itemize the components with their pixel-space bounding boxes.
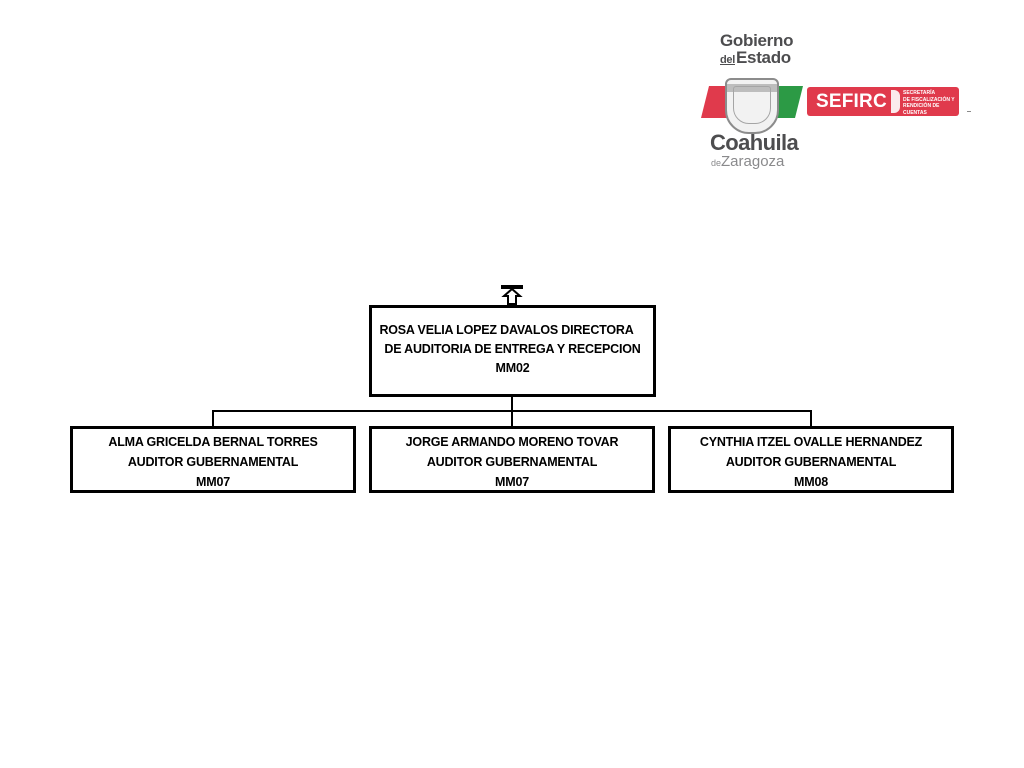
org-node-subordinate xyxy=(668,426,954,493)
subordinate-title: AUDITOR GUBERNAMENTAL xyxy=(725,455,897,469)
subordinate-title: AUDITOR GUBERNAMENTAL xyxy=(426,455,598,469)
connector-child-1 xyxy=(212,410,214,426)
connector-child-2 xyxy=(511,410,513,426)
sefirc-desc-line-2: DE FISCALIZACIÓN Y xyxy=(903,96,955,103)
government-logo xyxy=(695,28,980,178)
subordinate-name: CYNTHIA ITZEL OVALLE HERNANDEZ xyxy=(699,435,923,449)
subordinate-name: JORGE ARMANDO MORENO TOVAR xyxy=(405,435,619,449)
director-name-title: ROSA VELIA LOPEZ DAVALOS DIRECTORA xyxy=(379,323,634,337)
sefirc-mark-icon xyxy=(891,90,900,113)
director-department: DE AUDITORIA DE ENTREGA Y RECEPCION xyxy=(384,342,641,356)
director-level: MM02 xyxy=(495,361,530,375)
logo-del-estado xyxy=(720,49,791,66)
subordinate-name: ALMA GRICELDA BERNAL TORRES xyxy=(108,435,318,449)
logo-gobierno: Gobierno xyxy=(720,31,794,50)
logo-coahuila: Coahuila xyxy=(710,130,799,155)
up-arrow-icon[interactable] xyxy=(500,284,524,306)
logo-zaragoza: Zaragoza xyxy=(721,153,785,170)
subordinate-title: AUDITOR GUBERNAMENTAL xyxy=(127,455,299,469)
sefirc-label: SEFIRC xyxy=(816,91,887,112)
subordinate-level: MM07 xyxy=(196,475,230,489)
state-seal-icon xyxy=(725,78,779,134)
sefirc-description xyxy=(903,90,963,116)
org-node-director xyxy=(369,305,656,397)
org-node-subordinate xyxy=(369,426,655,493)
subordinate-level: MM08 xyxy=(794,475,828,489)
subordinate-level: MM07 xyxy=(495,475,529,489)
logo-del: del xyxy=(720,54,735,66)
connector-child-3 xyxy=(810,410,812,426)
connector-vertical-head xyxy=(511,397,513,411)
logo-de-zaragoza xyxy=(711,154,784,170)
sefirc-desc-line-1: SECRETARÍA xyxy=(903,90,936,96)
logo-de: de xyxy=(711,158,722,168)
org-node-subordinate xyxy=(70,426,356,493)
logo-estado: Estado xyxy=(736,48,791,67)
sefirc-desc-line-3: RENDICIÓN DE CUENTAS xyxy=(903,103,940,116)
sefirc-badge xyxy=(807,87,959,116)
logo-dash xyxy=(967,111,971,112)
